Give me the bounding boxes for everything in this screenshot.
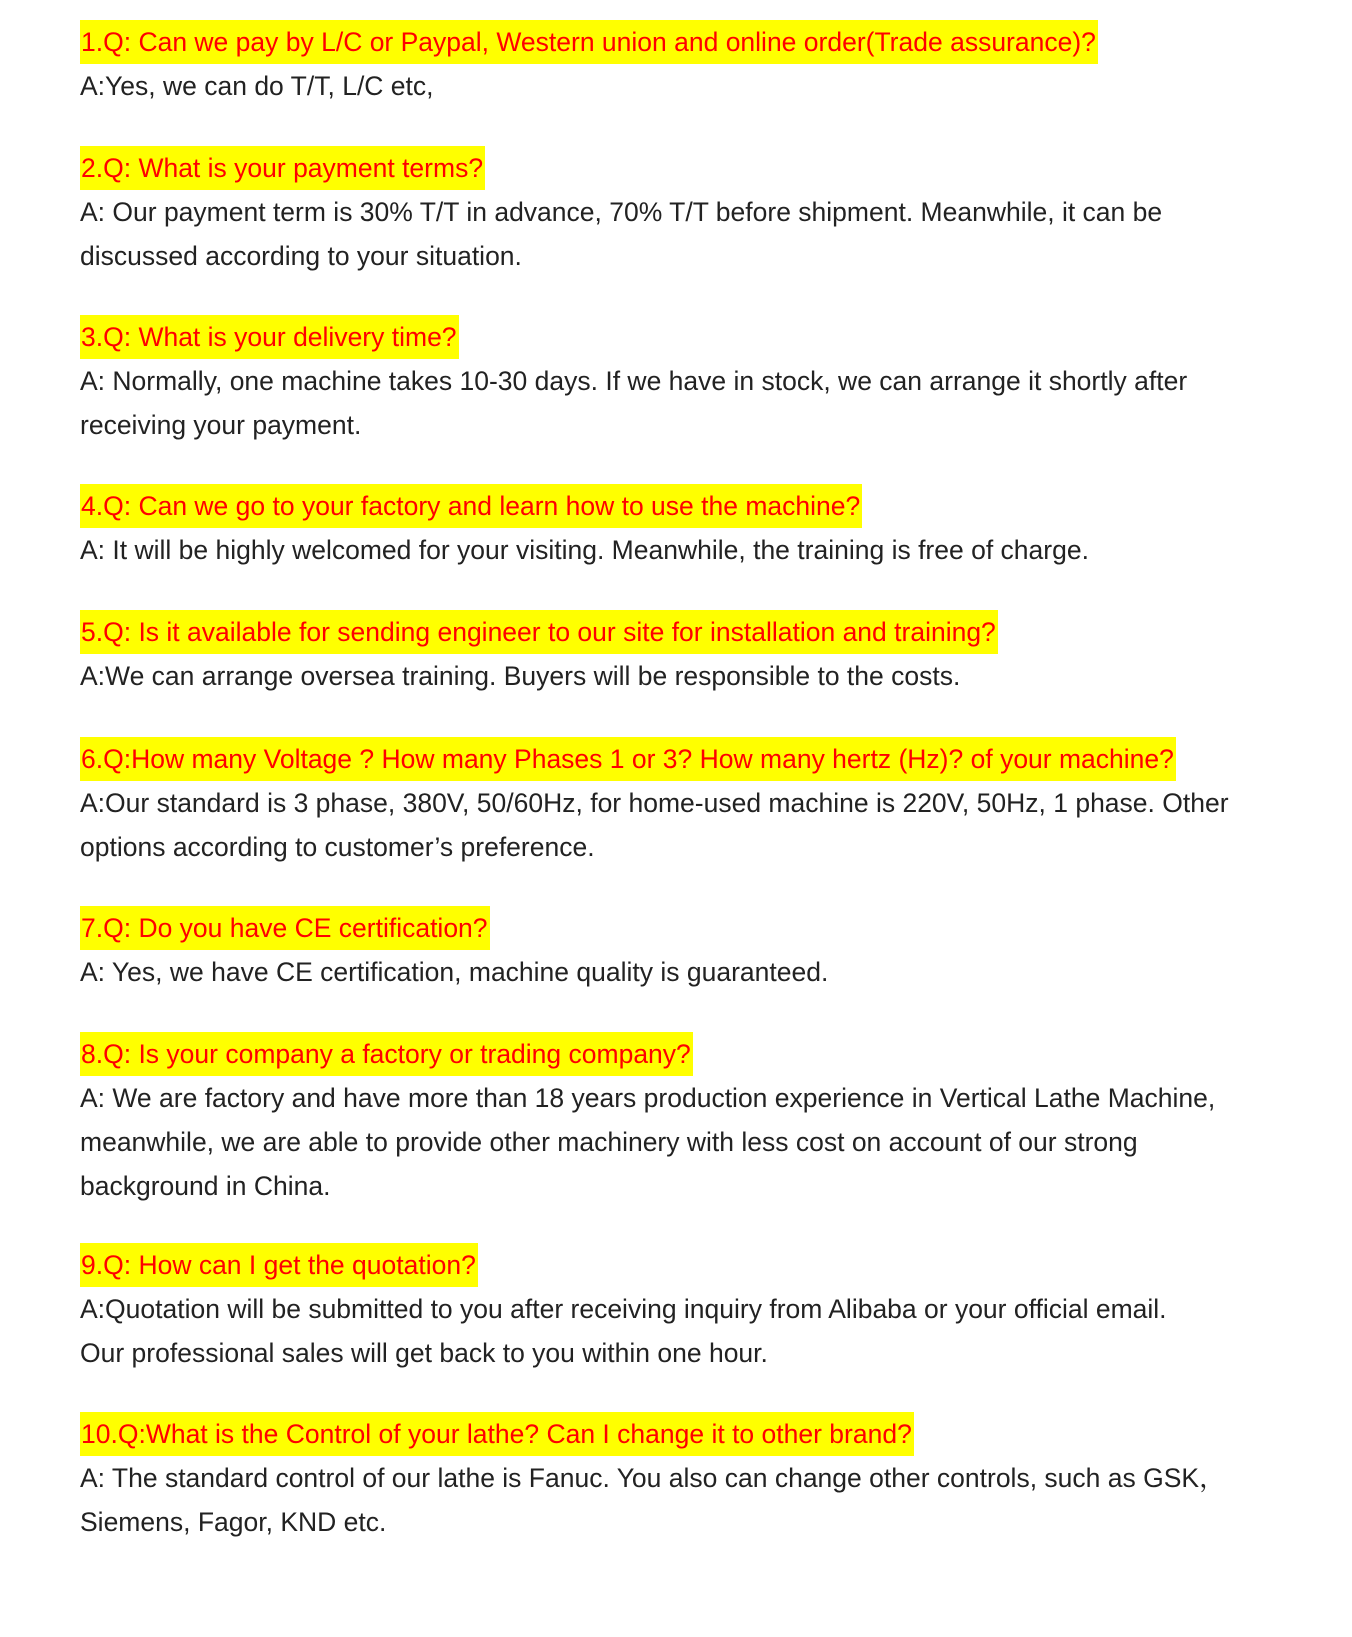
faq-item-7 [80, 906, 1280, 994]
faq-answer-line: A: Our payment term is 30% T/T in advance, 70% T/T before shipment. Meanwhile, it can be [80, 197, 1163, 227]
faq-question: 5.Q: Is it available for sending engineer to our site for installation and training? [80, 610, 998, 654]
faq-item-6 [80, 737, 1280, 869]
faq-question: 7.Q: Do you have CE certification? [80, 906, 490, 950]
faq-answer-line: options according to customer’s preference. [80, 832, 595, 862]
faq-question: 4.Q: Can we go to your factory and learn how to use the machine? [80, 484, 862, 528]
faq-item-3 [80, 315, 1280, 447]
faq-answer-line: A: We are factory and have more than 18 years production experience in Vertical Lathe Machine, [80, 1083, 1216, 1113]
faq-answer-line: A: Normally, one machine takes 10-30 days. If we have in stock, we can arrange it shortly after [80, 366, 1188, 396]
faq-answer-line: A: The standard control of our lathe is Fanuc. You also can change other controls, such as GSK， [80, 1463, 1226, 1493]
faq-item-10 [80, 1412, 1280, 1544]
faq-item-8 [80, 1032, 1280, 1208]
faq-item-4 [80, 484, 1280, 572]
faq-answer-line: A:Quotation will be submitted to you after receiving inquiry from Alibaba or your official email. [80, 1294, 1167, 1324]
faq-question: 8.Q: Is your company a factory or trading company? [80, 1032, 693, 1076]
faq-item-5 [80, 610, 1280, 698]
faq-answer-line: receiving your payment. [80, 410, 362, 440]
faq-item-1 [80, 20, 1280, 108]
faq-answer-line: discussed according to your situation. [80, 241, 522, 271]
faq-question: 1.Q: Can we pay by L/C or Paypal, Western union and online order(Trade assurance)? [80, 20, 1098, 64]
faq-answer-line: A: It will be highly welcomed for your visiting. Meanwhile, the training is free of charge. [80, 535, 1089, 565]
faq-answer-line: A: Yes, we have CE certification, machine quality is guaranteed. [80, 957, 829, 987]
faq-question: 6.Q:How many Voltage ? How many Phases 1 or 3? How many hertz (Hz)? of your machine? [80, 737, 1176, 781]
faq-question: 3.Q: What is your delivery time? [80, 315, 459, 359]
faq-answer-line: A:Yes, we can do T/T, L/C etc, [80, 71, 434, 101]
faq-answer-line: meanwhile, we are able to provide other machinery with less cost on account of our strong [80, 1127, 1138, 1157]
faq-item-9 [80, 1243, 1280, 1375]
faq-item-2 [80, 146, 1280, 278]
faq-question: 9.Q: How can I get the quotation? [80, 1243, 478, 1287]
faq-question: 10.Q:What is the Control of your lathe? Can I change it to other brand? [80, 1412, 914, 1456]
faq-answer-line: background in China. [80, 1171, 331, 1201]
faq-answer-line: Siemens, Fagor, KND etc. [80, 1507, 387, 1537]
faq-answer-line: Our professional sales will get back to you within one hour. [80, 1338, 768, 1368]
faq-answer-line: A:We can arrange oversea training. Buyers will be responsible to the costs. [80, 661, 961, 691]
faq-question: 2.Q: What is your payment terms? [80, 146, 485, 190]
faq-answer-line: A:Our standard is 3 phase, 380V, 50/60Hz, for home-used machine is 220V, 50Hz, 1 phase. Other [80, 788, 1229, 818]
